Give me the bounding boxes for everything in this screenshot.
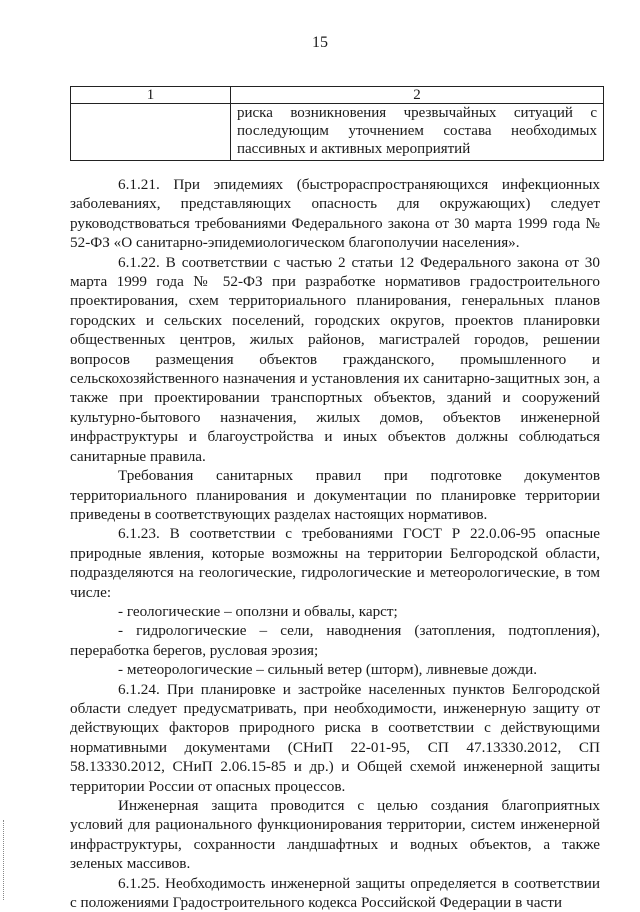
- document-body: [70, 175, 600, 912]
- page-number: 15: [312, 34, 328, 51]
- paragraph-6-1-23: 6.1.23. В соответствии с требованиями ГОСТ Р 22.0.06-95 опасные природные явления, которые возможны на территории Белгородской области, подразделяются на геологические, гидрологические и метеорологические, в том числе:: [70, 525, 600, 601]
- paragraph-6-1-24: 6.1.24. При планировке и застройке населенных пунктов Белгородской области следует предусматривать, при необходимости, инженерную защиту от действующих факторов природного риска в соответствии с действующими нормативными документами (СНиП 22-01-95, СП 47.13330.2012, СП 58.13330.2012, СНиП 2.06.15-85 и др.) и Общей схемой инженерной защиты территории России от опасных процессов.: [70, 680, 600, 795]
- list-item-meteorological: - метеорологические – сильный ветер (шторм), ливневые дожди.: [118, 661, 538, 679]
- paragraph-6-1-21: 6.1.21. При эпидемиях (быстрораспространяющихся инфекционных заболеваниях, представляющих опасность для окружающих) следует руководствоваться требованиями Федерального закона от 30 марта 1999 года № 52-ФЗ «О санитарно-эпидемиологическом благополучии населения».: [70, 176, 600, 252]
- continuation-table: [70, 86, 604, 161]
- table-header-col-1: 1: [71, 87, 231, 104]
- table-header-row: [71, 87, 604, 104]
- table-row: [71, 104, 604, 161]
- table-cell-col-2: риска возникновения чрезвычайных ситуаций с последующим уточнением состава необходимых пассивных и активных мероприятий: [231, 104, 604, 161]
- paragraph-engineering-protection: Инженерная защита проводится с целью создания благоприятных условий для рационального функционирования территории, систем инженерной инфраструктуры, сохранности ландшафтных и водных объектов, а также зеленых массивов.: [70, 797, 600, 873]
- list-item-hydrological: - гидрологические – сели, наводнения (затопления, подтопления), переработка берегов, русловая эрозия;: [70, 622, 600, 659]
- table-header-col-2: 2: [231, 87, 604, 104]
- paragraph-6-1-22: 6.1.22. В соответствии с частью 2 статьи 12 Федерального закона от 30 марта 1999 года № 52-ФЗ при разработке нормативов градостроительного проектирования, схем территориального планирования, генеральных планов городских и сельских поселений, городских округов, проектов планировки общественных центров, жилых районов, магистралей городов, решении вопросов размещения объектов гражданского, промышленного и сельскохозяйственного назначения и установления их санитарно-защитных зон, а также при проектировании транспортных объектов, зданий и сооружений культурно-бытового назначения, жилых домов, объектов инженерной инфраструктуры и благоустройства и иных объектов должны соблюдаться санитарные правила.: [70, 253, 600, 465]
- table-cell-col-1: [71, 104, 231, 161]
- scan-edge-marks: [3, 820, 6, 900]
- paragraph-requirements: Требования санитарных правил при подготовке документов территориального планирования и документации по планировке территории приведены в соответствующих разделах настоящих нормативов.: [70, 467, 600, 523]
- paragraph-6-1-25: 6.1.25. Необходимость инженерной защиты определяется в соответствии с положениями Градостроительного кодекса Российской Федерации в части: [70, 874, 600, 912]
- list-item-geological: - геологические – оползни и обвалы, карст;: [118, 602, 398, 620]
